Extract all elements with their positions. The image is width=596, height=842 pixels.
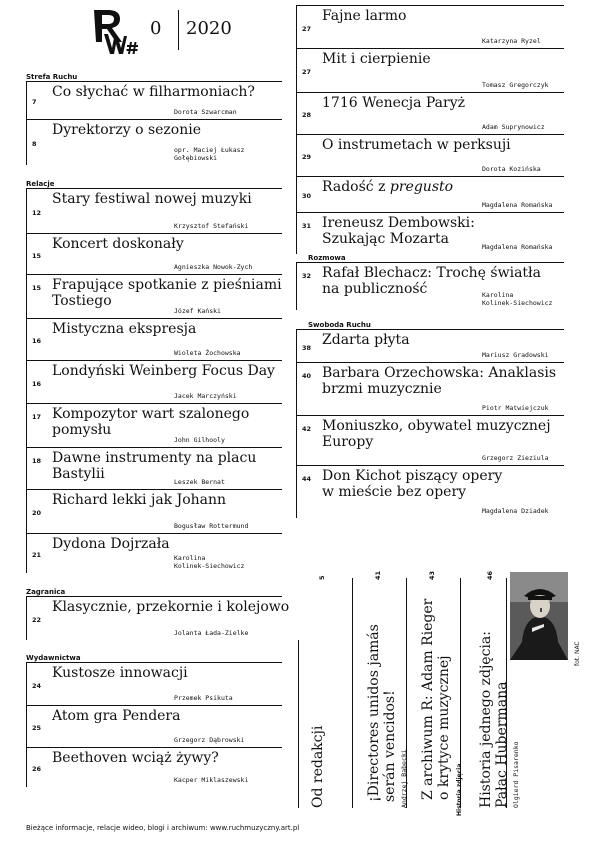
page-number: 44 <box>302 475 312 483</box>
entry-author <box>482 291 552 307</box>
page-number: 25 <box>32 724 42 732</box>
entry-rule <box>26 318 282 319</box>
entry-title <box>52 536 170 552</box>
toc-entry[interactable] <box>26 188 282 233</box>
entry-rule <box>296 5 564 6</box>
toc-entry[interactable] <box>296 415 564 465</box>
author-line: Magdalena Romańska <box>482 201 553 209</box>
toc-entry[interactable] <box>26 489 282 533</box>
entry-rule <box>26 596 282 597</box>
section-label: Rozmowa <box>308 254 346 262</box>
entry-side-rule <box>296 134 297 176</box>
issue-number: 0 <box>150 18 162 39</box>
entry-author <box>482 81 549 89</box>
page-number: 29 <box>302 153 312 161</box>
entry-title <box>52 84 255 100</box>
vertical-page-number: 43 <box>428 570 436 580</box>
toc-entry[interactable] <box>26 81 282 119</box>
page-number: 16 <box>32 337 42 345</box>
entry-side-rule <box>26 274 27 318</box>
page-number: 24 <box>32 681 42 690</box>
entry-title-line: Co słychać w filharmoniach? <box>52 84 255 100</box>
toc-entry[interactable] <box>296 5 564 48</box>
page-number: 15 <box>32 284 42 292</box>
entry-author <box>482 165 541 173</box>
entry-title-line: w mieście bez opery <box>322 484 467 500</box>
entry-side-rule <box>296 362 297 415</box>
entry-rule <box>26 403 282 404</box>
entry-title-line <box>322 179 453 195</box>
toc-entry[interactable] <box>26 747 282 787</box>
page-number: 40 <box>302 372 312 380</box>
entry-rule <box>296 176 564 177</box>
author-line: Dorota Kozińska <box>482 165 541 173</box>
author-line: Katarzyna Ryzel <box>482 37 541 45</box>
section-label: Relacje <box>26 180 55 188</box>
author-line: Magdalena Romańska <box>482 243 553 251</box>
entry-title <box>52 708 180 724</box>
entry-rule <box>26 662 282 663</box>
entry-title <box>52 406 249 438</box>
footer-note: Bieżące informacje, relacje wideo, blogi i archiwum: www.ruchmuzyczny.art.pl <box>26 824 300 832</box>
entry-title-line: 1716 Wenecja Paryż <box>322 95 466 111</box>
entry-side-rule <box>26 705 27 747</box>
vertical-entry-author: Andrzej Babecki <box>400 749 408 808</box>
entry-author <box>174 349 241 357</box>
entry-title-line: Ireneusz Dembowski: <box>322 215 475 231</box>
entry-side-rule <box>26 188 27 233</box>
entry-side-rule <box>296 212 297 254</box>
entry-rule <box>26 81 282 82</box>
entry-title <box>52 321 196 337</box>
entry-title <box>52 492 226 508</box>
entry-title <box>52 450 256 482</box>
author-line: Leszek Bernat <box>174 478 225 486</box>
entry-author <box>174 554 244 570</box>
entry-title <box>322 468 502 500</box>
author-line: Agnieszka Nowok-Zych <box>174 263 253 271</box>
author-line: Przemek Psikuta <box>174 694 233 702</box>
page-number: 28 <box>302 111 312 119</box>
vertical-entry-title[interactable] <box>310 726 326 808</box>
vertical-page-number: 41 <box>374 570 382 580</box>
entry-title-line: Beethoven wciąż żywy? <box>52 750 219 766</box>
entry-title-line: Klasycznie, przekornie i kolejowo <box>52 599 290 615</box>
toc-entry[interactable] <box>26 662 282 705</box>
entry-title <box>322 8 406 24</box>
entry-title-line: Zdarta płyta <box>322 332 410 348</box>
author-line: Magdalena Dziadek <box>482 507 549 515</box>
section-label: Zagranica <box>26 588 66 596</box>
entry-author <box>174 263 252 271</box>
entry-title <box>322 215 475 247</box>
entry-author <box>482 507 549 515</box>
page-number: 16 <box>32 379 42 388</box>
author-line: Adam Suprynowicz <box>482 123 545 131</box>
entry-rule <box>26 447 282 448</box>
page-number: 26 <box>32 765 42 773</box>
vertical-title-line: o krytyce muzycznej <box>436 655 452 800</box>
header-divider <box>178 10 179 50</box>
entry-rule <box>26 489 282 490</box>
entry-rule <box>296 134 564 135</box>
entry-title-line: Londyński Weinberg Focus Day <box>52 363 275 379</box>
author-line: Jacek Marczyński <box>174 392 237 400</box>
author-line: Jolanta Łada-Zielke <box>174 629 249 637</box>
author-line: Piotr Matwiejczuk <box>482 404 549 412</box>
vertical-entry-title[interactable] <box>478 631 510 808</box>
entry-rule <box>296 329 564 330</box>
entry-title-line: Stary festiwal nowej muzyki <box>52 191 252 207</box>
entry-side-rule <box>296 176 297 212</box>
entry-title-line: Dydona Dojrzała <box>52 536 170 552</box>
entry-title <box>322 51 431 67</box>
page-number: 20 <box>32 509 42 517</box>
vertical-title-line: ¡Directores unidos jamás <box>366 624 382 802</box>
entry-author <box>174 478 225 486</box>
toc-entry[interactable] <box>26 596 290 640</box>
entry-rule <box>26 360 282 361</box>
toc-entry[interactable] <box>296 329 564 362</box>
toc-entry[interactable] <box>296 48 564 92</box>
entry-rule <box>26 274 282 275</box>
title-italic: pregusto <box>389 179 454 195</box>
entry-title-line: Bastylii <box>52 466 105 482</box>
entry-author <box>174 108 237 116</box>
section-label: Strefa Ruchu <box>26 73 78 81</box>
toc-entry[interactable] <box>26 119 282 165</box>
entry-rule <box>26 747 282 748</box>
entry-title-line: Kustosze innowacji <box>52 665 188 681</box>
page-number: 31 <box>302 222 312 230</box>
issue-year: 2020 <box>186 18 232 39</box>
vertical-page-number: 46 <box>486 570 494 580</box>
page-number: 30 <box>302 192 312 200</box>
author-line: Mariusz Gradowski <box>482 351 549 359</box>
entry-title <box>322 95 465 111</box>
toc-entry[interactable] <box>296 176 564 212</box>
entry-title-line: Fajne larmo <box>322 8 407 24</box>
entry-author <box>174 222 248 230</box>
toc-entry[interactable] <box>26 705 282 747</box>
page-number: 32 <box>302 272 312 280</box>
entry-rule <box>296 415 564 416</box>
page-number: 15 <box>32 251 42 260</box>
author-line: Józef Kański <box>174 307 221 315</box>
entry-title-line: Kompozytor wart szalonego <box>52 406 250 422</box>
vertical-entry-author: Olgierd Pisarenko <box>512 741 520 808</box>
toc-entry[interactable] <box>296 92 564 134</box>
page-number: 17 <box>32 413 42 421</box>
entry-author <box>174 146 244 162</box>
page-number: 7 <box>32 98 37 106</box>
author-line: Karolina <box>482 291 514 299</box>
entry-author <box>482 123 545 131</box>
entry-rule <box>296 362 564 363</box>
page-number: 21 <box>32 551 42 559</box>
entry-side-rule <box>296 329 297 362</box>
vertical-page-number: 5 <box>318 575 326 580</box>
entry-side-rule <box>26 747 27 787</box>
entry-side-rule <box>26 403 27 447</box>
entry-title-line: Europy <box>322 434 374 450</box>
entry-side-rule <box>296 48 297 92</box>
vertical-title-line: Z archiwum R: Adam Rieger <box>420 598 436 800</box>
entry-rule <box>296 262 564 263</box>
entry-side-rule <box>26 233 27 274</box>
entry-title-line: Atom gra Pendera <box>52 708 181 724</box>
toc-entry[interactable] <box>296 465 564 518</box>
entry-side-rule <box>26 489 27 533</box>
entry-title-line: Barbara Orzechowska: Anaklasis <box>322 365 557 381</box>
entry-title <box>52 236 184 252</box>
entry-author <box>482 37 541 45</box>
vertical-title-line: Historia jednego zdjęcia: <box>478 631 494 808</box>
section-label: Swoboda Ruchu <box>308 321 371 329</box>
entry-title-line: Koncert doskonały <box>52 236 184 252</box>
author-line: opr. Maciej Łukasz <box>174 146 245 154</box>
vertical-rule <box>298 640 299 808</box>
title-text: Radość z <box>322 179 390 195</box>
entry-rule <box>26 188 282 189</box>
author-line: Bogusław Rottermund <box>174 522 249 530</box>
toc-entry[interactable] <box>26 360 282 403</box>
photo-credit: fot. NAC <box>574 641 581 666</box>
entry-author <box>482 351 549 359</box>
toc-entry[interactable] <box>296 362 564 415</box>
entry-title <box>322 418 551 450</box>
entry-author <box>482 201 552 209</box>
entry-title-line: Tostiego <box>52 293 112 309</box>
entry-title <box>52 191 252 207</box>
entry-title-line: Mit i cierpienie <box>322 51 431 67</box>
entry-title <box>52 363 275 379</box>
vertical-rule <box>352 578 353 808</box>
entry-side-rule <box>296 465 297 518</box>
page-number: 22 <box>32 616 42 624</box>
entry-rule <box>26 705 282 706</box>
toc-entry[interactable] <box>26 274 282 318</box>
page-number: 27 <box>302 24 312 33</box>
entry-rule <box>296 92 564 93</box>
entry-title-line: pomysłu <box>52 422 112 438</box>
section-label: Wydawnictwa <box>26 654 81 662</box>
entry-side-rule <box>26 360 27 403</box>
entry-side-rule <box>26 662 27 705</box>
entry-title-line: Dawne instrumenty na placu <box>52 450 257 466</box>
entry-title-line: Rafał Blechacz: Trochę światła <box>322 265 541 281</box>
entry-side-rule <box>296 92 297 134</box>
entry-author <box>174 629 248 637</box>
author-line: Kolinek-Siechowicz <box>174 562 245 570</box>
entry-title <box>322 179 453 195</box>
toc-entry[interactable] <box>296 212 564 254</box>
entry-title <box>52 277 282 309</box>
vertical-section-label: Historia zdjęcia <box>456 763 463 816</box>
entry-title-line: Dyrektorzy o sezonie <box>52 122 202 138</box>
author-line: Kolinek-Siechowicz <box>482 299 553 307</box>
entry-title-line: Frapujące spotkanie z pieśniami <box>52 277 282 293</box>
entry-author <box>174 307 221 315</box>
author-line: Krzysztof Stefański <box>174 222 249 230</box>
author-line: Kacper Miklaszewski <box>174 776 249 784</box>
entry-rule <box>26 533 282 534</box>
vertical-entry-title[interactable] <box>420 599 452 800</box>
entry-side-rule <box>26 447 27 489</box>
entry-side-rule <box>26 533 27 573</box>
entry-side-rule <box>26 318 27 360</box>
entry-title-line: Richard lekki jak Johann <box>52 492 227 508</box>
toc-entry[interactable] <box>26 318 282 360</box>
toc-entry[interactable] <box>296 262 564 310</box>
author-line: Karolina <box>174 554 206 562</box>
entry-author <box>174 522 248 530</box>
author-line: Wioleta Żochowska <box>174 349 241 357</box>
entry-title-line: brzmi muzycznie <box>322 381 442 397</box>
entry-rule <box>26 119 282 120</box>
entry-author <box>174 694 233 702</box>
entry-title <box>52 750 219 766</box>
page-number: 8 <box>32 140 37 148</box>
entry-title <box>52 599 289 615</box>
entry-side-rule <box>296 5 297 48</box>
author-line: Tomasz Gregorczyk <box>482 81 549 89</box>
entry-author <box>482 243 552 251</box>
vertical-title-line: Od redakcji <box>310 725 326 808</box>
entry-author <box>174 776 248 784</box>
entry-side-rule <box>296 262 297 310</box>
entry-side-rule <box>296 415 297 465</box>
entry-title-line: O instrumetach w perksuji <box>322 137 511 153</box>
entry-side-rule <box>26 81 27 119</box>
entry-author <box>482 454 549 462</box>
author-line: Dorota Szwarcman <box>174 108 237 116</box>
entry-title <box>322 137 511 153</box>
entry-author <box>482 404 549 412</box>
toc-entry[interactable] <box>26 533 282 573</box>
entry-title <box>322 365 556 397</box>
toc-entry[interactable] <box>26 447 282 489</box>
entry-title-line: Mistyczna ekspresja <box>52 321 197 337</box>
vertical-title-line: Pałac Hubermana <box>494 681 510 808</box>
toc-entry[interactable] <box>26 403 282 447</box>
entry-rule <box>296 465 564 466</box>
page-number: 12 <box>32 208 42 217</box>
toc-entry[interactable] <box>26 233 282 274</box>
page-number: 42 <box>302 425 312 433</box>
author-line: Grzegorz Dąbrowski <box>174 736 245 744</box>
author-line: John Gilhooly <box>174 436 225 444</box>
huberman-photo <box>510 572 568 660</box>
author-line: Grzegorz Zieziula <box>482 454 549 462</box>
entry-title <box>322 332 410 348</box>
vertical-title-line: serán vencidos! <box>382 690 398 802</box>
entry-title-line: Moniuszko, obywatel muzycznej <box>322 418 551 434</box>
toc-entry[interactable] <box>296 134 564 176</box>
vertical-entry-title[interactable] <box>366 624 398 802</box>
entry-title <box>52 665 188 681</box>
entry-rule <box>296 212 564 213</box>
entry-side-rule <box>26 119 27 165</box>
entry-author <box>174 392 237 400</box>
page-number: 27 <box>302 68 312 76</box>
entry-author <box>174 436 225 444</box>
entry-side-rule <box>26 596 27 640</box>
entry-rule <box>296 48 564 49</box>
entry-title-line: Szukając Mozarta <box>322 231 449 247</box>
ruch-muzyczny-logo <box>86 8 146 56</box>
entry-title <box>52 122 201 138</box>
entry-rule <box>26 233 282 234</box>
entry-title-line: na publiczność <box>322 281 428 297</box>
page-number: 38 <box>302 343 312 352</box>
entry-title-line: Don Kichot piszący opery <box>322 468 503 484</box>
entry-author <box>174 736 244 744</box>
page-number: 18 <box>32 457 42 465</box>
author-line: Gołębiowski <box>174 154 218 162</box>
